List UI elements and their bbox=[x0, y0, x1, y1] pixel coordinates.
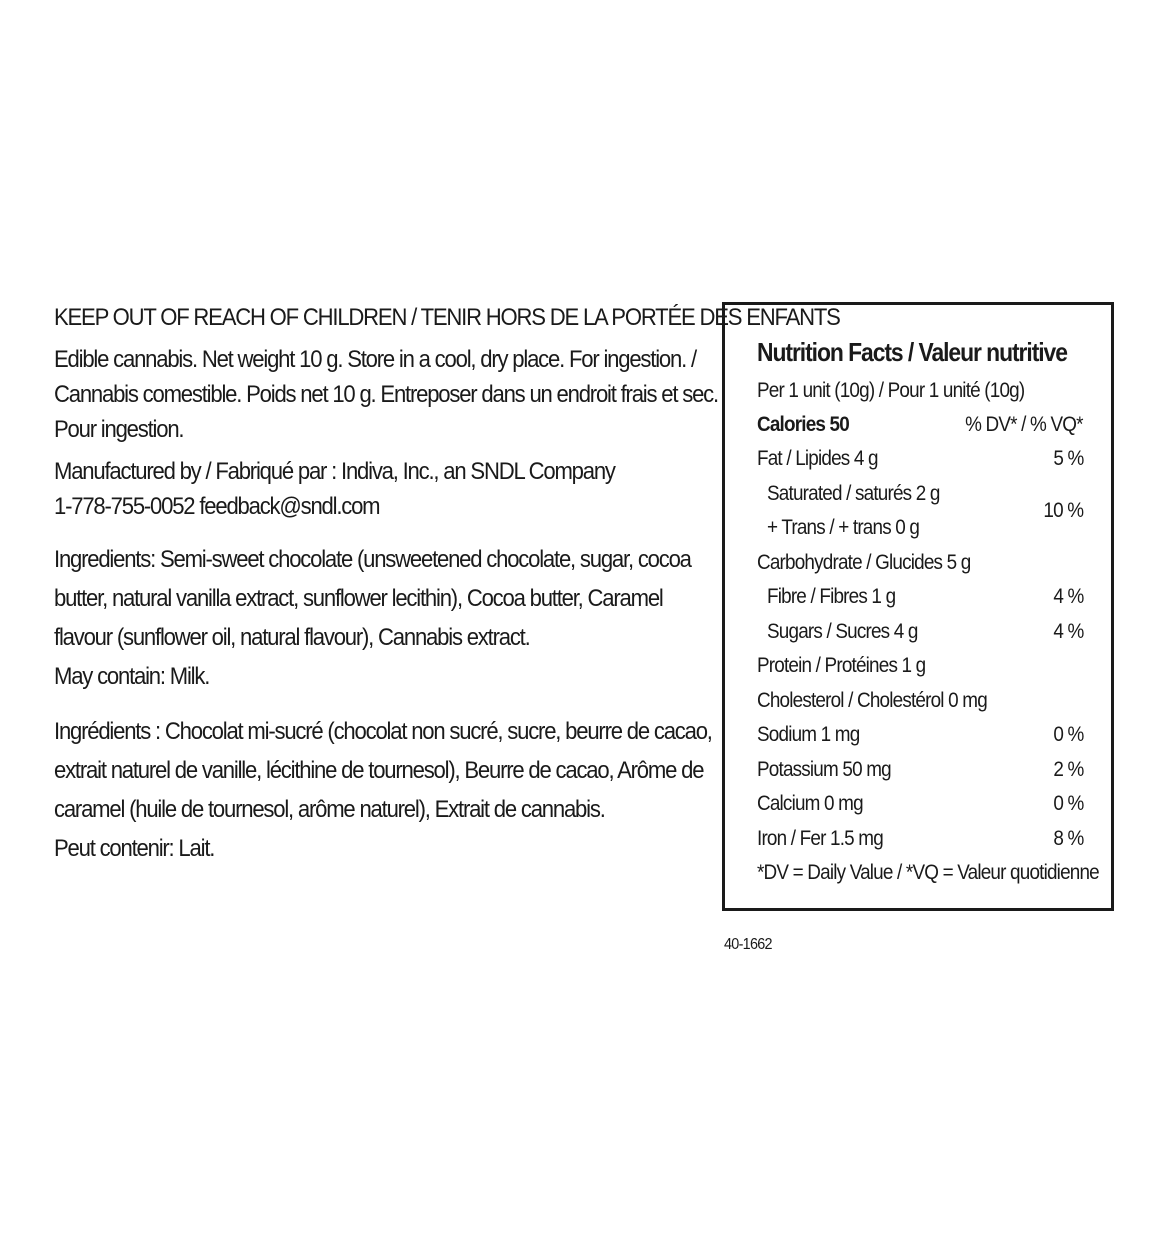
sugars-dv: 4 % bbox=[1052, 620, 1083, 643]
fibre-label: Fibre / Fibres 1 g bbox=[767, 585, 896, 608]
child-warning: KEEP OUT OF REACH OF CHILDREN / TENIR HORS DE LA PORTÉE DES ENFANTS bbox=[54, 304, 840, 331]
iron-row bbox=[757, 823, 1083, 855]
iron-label: Iron / Fer 1.5 mg bbox=[757, 827, 883, 850]
sodium-row bbox=[757, 719, 1083, 751]
serving-size-row bbox=[757, 375, 1083, 407]
fat-row bbox=[757, 443, 1083, 475]
sat-trans-dv: 10 % bbox=[1043, 499, 1083, 522]
description-line: Edible cannabis. Net weight 10 g. Store in a cool, dry place. For ingestion. / bbox=[54, 346, 696, 373]
dv-footnote: *DV = Daily Value / *VQ = Valeur quotidienne bbox=[757, 861, 1099, 884]
may-contain-en: May contain: Milk. bbox=[54, 663, 210, 690]
nutrition-facts-table bbox=[722, 302, 1114, 911]
contact-line: 1-778-755-0052 feedback@sndl.com bbox=[54, 493, 380, 520]
fibre-dv: 4 % bbox=[1052, 585, 1083, 608]
may-contain-fr: Peut contenir: Lait. bbox=[54, 835, 215, 862]
potassium-label: Potassium 50 mg bbox=[757, 758, 891, 781]
calcium-dv: 0 % bbox=[1052, 792, 1083, 815]
potassium-dv: 2 % bbox=[1052, 758, 1083, 781]
nutrition-title: Nutrition Facts / Valeur nutritive bbox=[757, 337, 1067, 367]
ingredients-fr-line: caramel (huile de tournesol, arôme naturel), Extrait de cannabis. bbox=[54, 796, 605, 823]
description-line: Cannabis comestible. Poids net 10 g. Entreposer dans un endroit frais et sec. bbox=[54, 381, 718, 408]
calcium-label: Calcium 0 mg bbox=[757, 792, 863, 815]
calories-label: Calories 50 bbox=[757, 413, 849, 436]
fat-label: Fat / Lipides 4 g bbox=[757, 447, 878, 470]
saturated-label: Saturated / saturés 2 g bbox=[767, 482, 940, 505]
product-code: 40-1662 bbox=[724, 936, 772, 953]
serving-size: Per 1 unit (10g) / Pour 1 unité (10g) bbox=[757, 379, 1025, 402]
fibre-row bbox=[757, 581, 1083, 613]
manufacturer-line: Manufactured by / Fabriqué par : Indiva, Inc., an SNDL Company bbox=[54, 458, 615, 485]
ingredients-en-line: butter, natural vanilla extract, sunflower lecithin), Cocoa butter, Caramel bbox=[54, 585, 663, 612]
cholesterol-row bbox=[757, 685, 1083, 717]
cholesterol-label: Cholesterol / Cholestérol 0 mg bbox=[757, 689, 987, 712]
sodium-label: Sodium 1 mg bbox=[757, 723, 860, 746]
calcium-row bbox=[757, 788, 1083, 820]
fat-dv: 5 % bbox=[1052, 447, 1083, 470]
description-line: Pour ingestion. bbox=[54, 416, 184, 443]
sodium-dv: 0 % bbox=[1052, 723, 1083, 746]
dv-header: % DV* / % VQ* bbox=[965, 413, 1083, 436]
protein-label: Protein / Protéines 1 g bbox=[757, 654, 926, 677]
carbohydrate-row bbox=[757, 547, 1083, 579]
calories-row bbox=[757, 409, 1083, 441]
trans-row bbox=[757, 512, 1083, 544]
ingredients-fr-line: extrait naturel de vanille, lécithine de tournesol), Beurre de cacao, Arôme de bbox=[54, 757, 704, 784]
ingredients-fr-line: Ingrédients : Chocolat mi-sucré (chocolat non sucré, sucre, beurre de cacao, bbox=[54, 718, 712, 745]
iron-dv: 8 % bbox=[1052, 827, 1083, 850]
sugars-row bbox=[757, 616, 1083, 648]
footnote-row bbox=[757, 857, 1099, 889]
carbohydrate-label: Carbohydrate / Glucides 5 g bbox=[757, 551, 971, 574]
ingredients-en-line: flavour (sunflower oil, natural flavour), Cannabis extract. bbox=[54, 624, 530, 651]
sugars-label: Sugars / Sucres 4 g bbox=[767, 620, 918, 643]
ingredients-en-line: Ingredients: Semi-sweet chocolate (unsweetened chocolate, sugar, cocoa bbox=[54, 546, 691, 573]
protein-row bbox=[757, 650, 1083, 682]
potassium-row bbox=[757, 754, 1083, 786]
trans-label: + Trans / + trans 0 g bbox=[767, 516, 920, 539]
